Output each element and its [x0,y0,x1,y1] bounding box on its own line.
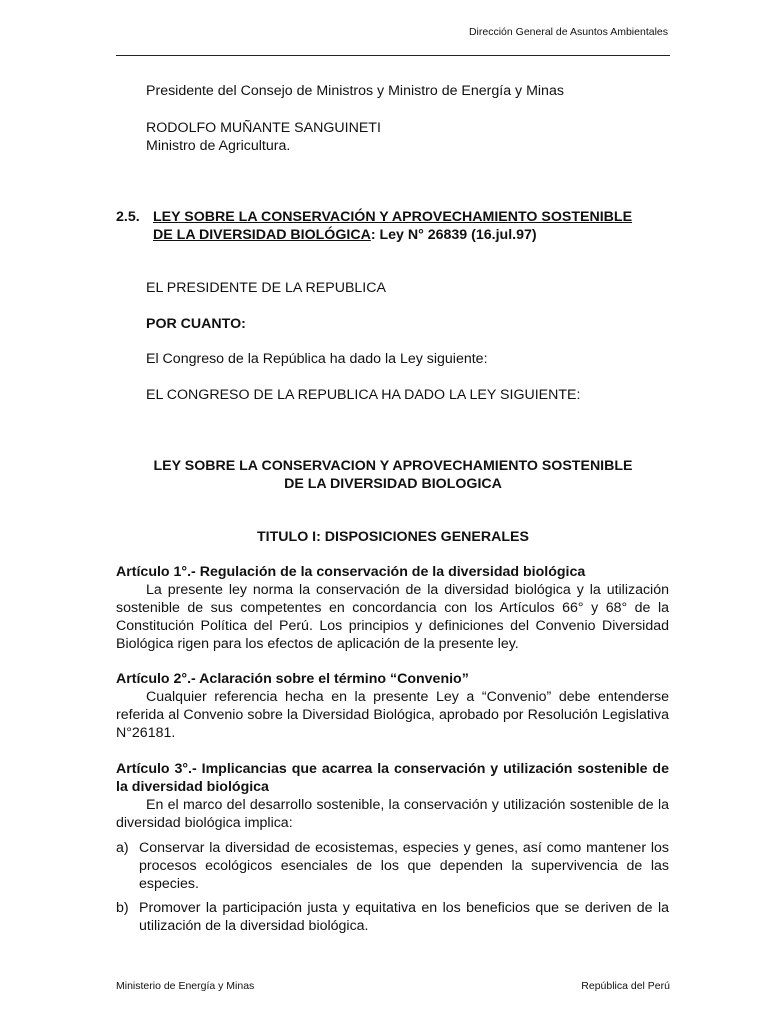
article-3-body: En el marco del desarrollo sostenible, la conservación y utilización sostenible de la diversidad biológica implica: [116,797,669,831]
header-divider [116,55,670,56]
signature-role: Ministro de Agricultura. [146,138,291,154]
congreso-caps-line: EL CONGRESO DE LA REPUBLICA HA DADO LA LEY SIGUIENTE: [146,387,581,403]
list-item-text: Conservar la diversidad de ecosistemas, especies y genes, así como mantener los procesos ecológicos esenciales de los que dependen la supervivencia de las especies. [139,840,669,892]
page-header-title: Dirección General de Asuntos Ambientales [468,26,668,38]
footer-left: Ministerio de Energía y Minas [116,980,255,992]
article-1-heading: Artículo 1°.- Regulación de la conservación de la diversidad biológica [116,564,586,580]
law-title-line1: LEY SOBRE LA CONSERVACION Y APROVECHAMIENTO SOSTENIBLE [153,458,633,474]
list-item-text: Promover la participación justa y equitativa en los beneficios que se deriven de la utilización de la diversidad biológica. [139,900,669,934]
article-2-heading: Artículo 2°.- Aclaración sobre el término “Convenio” [116,671,469,687]
footer-right: República del Perú [581,980,670,992]
list-item-marker: b) [116,900,129,916]
por-cuanto: POR CUANTO: [146,316,246,332]
congreso-line: El Congreso de la República ha dado la Ley siguiente: [146,351,488,367]
list-item [116,839,669,893]
president-line: EL PRESIDENTE DE LA REPUBLICA [146,280,386,296]
list-item [116,899,669,935]
law-title-line2: DE LA DIVERSIDAD BIOLOGICA [284,476,502,492]
article-1-body: La presente ley norma la conservación de la diversidad biológica y la utilización sostenible de sus competentes en concordancia con los Artículos 66° y 68° de la Constitución Política del Perú. Los principios y definiciones del Convenio Diversidad Biológica rigen para los efectos de aplicación de la presente ley. [116,582,669,652]
signature-name: RODOLFO MUÑANTE SANGUINETI [146,120,381,136]
section-title-underlined: DE LA DIVERSIDAD BIOLÓGICA [153,227,371,243]
signature-line: Presidente del Consejo de Ministros y Ministro de Energía y Minas [146,83,564,99]
article-2-body: Cualquier referencia hecha en la presente Ley a “Convenio” debe entenderse referida al Convenio sobre la Diversidad Biológica, aprobado por Resolución Legislativa N°26181. [116,689,669,741]
section-title-line1: LEY SOBRE LA CONSERVACIÓN Y APROVECHAMIENTO SOSTENIBLE [153,209,633,225]
section-number: 2.5. [116,209,140,225]
section-title-law-ref: : Ley N° 26839 (16.jul.97) [370,227,537,243]
article-3-text [116,796,669,832]
article-2-text [116,688,669,742]
titulo-heading: TITULO I: DISPOSICIONES GENERALES [257,529,529,545]
article-1-text [116,581,669,653]
article-3-heading: Artículo 3°.- Implicancias que acarrea la conservación y utilización sostenible de la diversidad biológica [116,761,669,795]
list-item-marker: a) [116,840,129,856]
section-title-line2 [153,226,537,244]
